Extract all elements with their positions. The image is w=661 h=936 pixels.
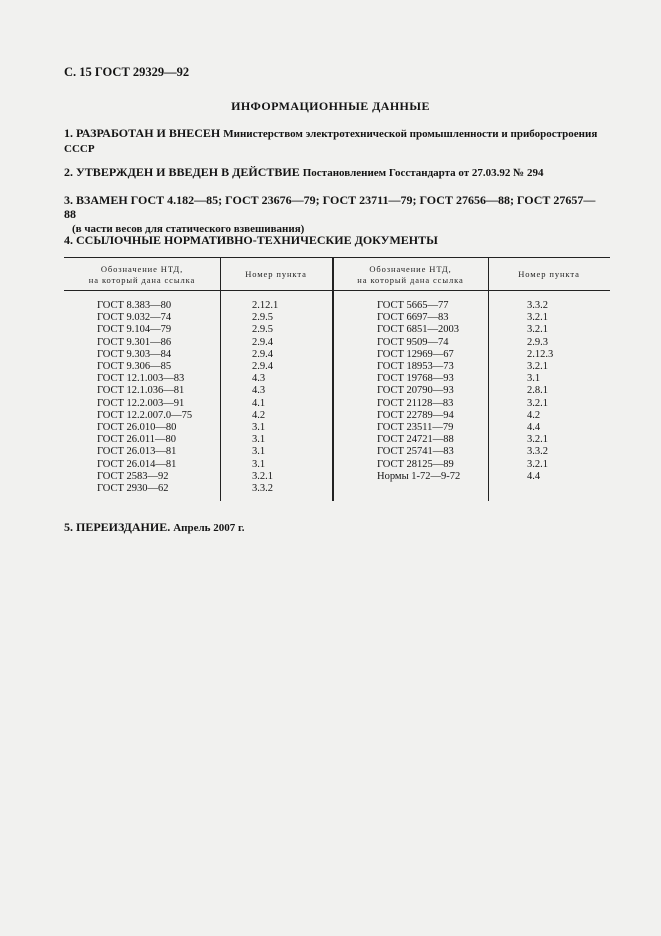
right-designation-column	[377, 300, 460, 483]
left-designation-cell: ГОСТ 26.013—81	[97, 446, 177, 458]
item-approved	[64, 165, 604, 180]
right-clause-cell: 3.3.2	[527, 446, 548, 458]
left-designation-cell: ГОСТ 9.032—74	[97, 312, 172, 324]
right-designation-cell: ГОСТ 6697—83	[377, 312, 449, 324]
references-table	[64, 257, 610, 501]
item-replaces-note: (в части весов для статического взвешивания)	[72, 223, 305, 235]
left-clause-cell: 4.3	[252, 385, 266, 397]
table-header-rule	[64, 290, 610, 291]
left-clause-cell: 3.2.1	[252, 470, 273, 482]
left-designation-cell: ГОСТ 9.303—84	[97, 348, 172, 360]
left-designation-header-line2: на который дана ссылка	[88, 275, 196, 285]
right-designation-cell: ГОСТ 24721—88	[377, 434, 454, 446]
left-clause-cell: 2.9.4	[252, 348, 273, 360]
left-clause-cell: 4.3	[252, 373, 266, 385]
item-references	[64, 233, 604, 247]
left-designation-cell: ГОСТ 2583—92	[97, 470, 169, 482]
left-designation-cell: ГОСТ 9.104—79	[97, 324, 172, 336]
table-divider-1	[220, 257, 221, 501]
left-clause-cell: 2.9.5	[252, 312, 273, 324]
right-clause-cell: 3.1	[527, 373, 541, 385]
left-clause-cell: 2.9.4	[252, 336, 273, 348]
item-developed-text: Министерством электротехнической промышленности и приборостроения СССР	[64, 128, 598, 155]
item-reissue-label: 5. ПЕРЕИЗДАНИЕ.	[64, 520, 171, 534]
right-designation-cell: ГОСТ 9509—74	[377, 336, 449, 348]
left-designation-cell: ГОСТ 26.014—81	[97, 458, 177, 470]
left-designation-cell: ГОСТ 12.1.036—81	[97, 385, 185, 397]
left-clause-header: Номер пункта	[245, 269, 307, 279]
right-clause-cell: 3.2.1	[527, 361, 548, 373]
left-designation-cell: ГОСТ 9.301—86	[97, 336, 172, 348]
right-designation-cell: ГОСТ 20790—93	[377, 385, 454, 397]
right-designation-cell: ГОСТ 18953—73	[377, 361, 454, 373]
right-clause-cell: 4.4	[527, 422, 541, 434]
table-divider-2	[332, 257, 334, 501]
left-designation-header	[64, 264, 220, 286]
left-designation-cell: ГОСТ 12.2.003—91	[97, 397, 185, 409]
item-approved-text: Постановлением Госстандарта от 27.03.92 № 294	[302, 167, 544, 179]
right-designation-header-line1: Обозначение НТД,	[369, 264, 452, 274]
item-developed-label: 1. РАЗРАБОТАН И ВНЕСЕН	[64, 126, 221, 140]
right-clause-header: Номер пункта	[518, 269, 580, 279]
section-title: ИНФОРМАЦИОННЫЕ ДАННЫЕ	[231, 99, 430, 113]
left-clause-cell: 2.9.5	[252, 324, 273, 336]
left-clause-cell: 4.1	[252, 397, 266, 409]
page-header: С. 15 ГОСТ 29329—92	[64, 65, 190, 79]
right-designation-cell: ГОСТ 5665—77	[377, 300, 449, 311]
left-clause-cell: 2.12.1	[252, 300, 279, 311]
right-clause-cell: 3.2.1	[527, 458, 548, 470]
left-designation-column	[97, 300, 192, 495]
right-designation-cell: ГОСТ 12969—67	[377, 348, 454, 360]
right-clause-cell: 3.2.1	[527, 324, 548, 336]
left-designation-cell: ГОСТ 26.011—80	[97, 434, 177, 446]
left-designation-cell: ГОСТ 12.2.007.0—75	[97, 409, 193, 421]
right-clause-cell: 3.2.1	[527, 397, 548, 409]
table-top-rule	[64, 257, 610, 258]
right-designation-cell: ГОСТ 19768—93	[377, 373, 454, 385]
right-designation-cell: ГОСТ 21128—83	[377, 397, 454, 409]
left-clause-column	[252, 300, 278, 495]
right-clause-cell: 3.2.1	[527, 312, 548, 324]
left-clause-cell: 3.1	[252, 434, 266, 446]
right-clause-cell: 3.2.1	[527, 434, 548, 446]
right-clause-column	[527, 300, 553, 483]
left-designation-cell: ГОСТ 9.306—85	[97, 361, 172, 373]
right-designation-header	[333, 264, 488, 286]
item-reissue-text: Апрель 2007 г.	[173, 522, 245, 534]
left-designation-cell: ГОСТ 26.010—80	[97, 422, 177, 434]
left-clause-cell: 3.1	[252, 458, 266, 470]
right-clause-cell: 3.3.2	[527, 300, 548, 311]
item-approved-label: 2. УТВЕРЖДЕН И ВВЕДЕН В ДЕЙСТВИЕ	[64, 165, 300, 179]
item-replaces-label: 3. ВЗАМЕН ГОСТ 4.182—85; ГОСТ 23676—79; ГОСТ 23711—79; ГОСТ 27656—88; ГОСТ 27657—88	[64, 193, 596, 221]
left-clause-cell: 2.9.4	[252, 361, 273, 373]
item-developed	[64, 126, 604, 156]
right-designation-cell: ГОСТ 22789—94	[377, 409, 454, 421]
right-designation-cell: ГОСТ 25741—83	[377, 446, 454, 458]
table-divider-3	[488, 257, 489, 501]
item-reissue	[64, 520, 604, 535]
right-designation-cell: ГОСТ 23511—79	[377, 422, 454, 434]
left-designation-cell: ГОСТ 8.383—80	[97, 300, 172, 311]
item-references-label: 4. ССЫЛОЧНЫЕ НОРМАТИВНО-ТЕХНИЧЕСКИЕ ДОКУМЕНТЫ	[64, 233, 438, 247]
left-clause-cell: 3.3.2	[252, 483, 273, 495]
left-clause-cell: 4.2	[252, 409, 266, 421]
left-clause-cell: 3.1	[252, 446, 266, 458]
left-designation-header-line1: Обозначение НТД,	[100, 264, 184, 274]
left-clause-cell: 3.1	[252, 422, 266, 434]
right-designation-cell: ГОСТ 28125—89	[377, 458, 454, 470]
right-clause-cell: 2.8.1	[527, 385, 548, 397]
right-designation-cell: ГОСТ 6851—2003	[377, 324, 460, 336]
right-clause-cell: 2.9.3	[527, 336, 548, 348]
left-designation-cell: ГОСТ 12.1.003—83	[97, 373, 185, 385]
item-replaces	[64, 193, 604, 236]
right-clause-cell: 4.2	[527, 409, 541, 421]
right-designation-header-line2: на который дана ссылка	[357, 275, 464, 285]
right-designation-cell: Нормы 1-72—9-72	[377, 470, 461, 482]
right-clause-cell: 4.4	[527, 470, 541, 482]
right-clause-cell: 2.12.3	[527, 348, 554, 360]
left-designation-cell: ГОСТ 2930—62	[97, 483, 169, 495]
